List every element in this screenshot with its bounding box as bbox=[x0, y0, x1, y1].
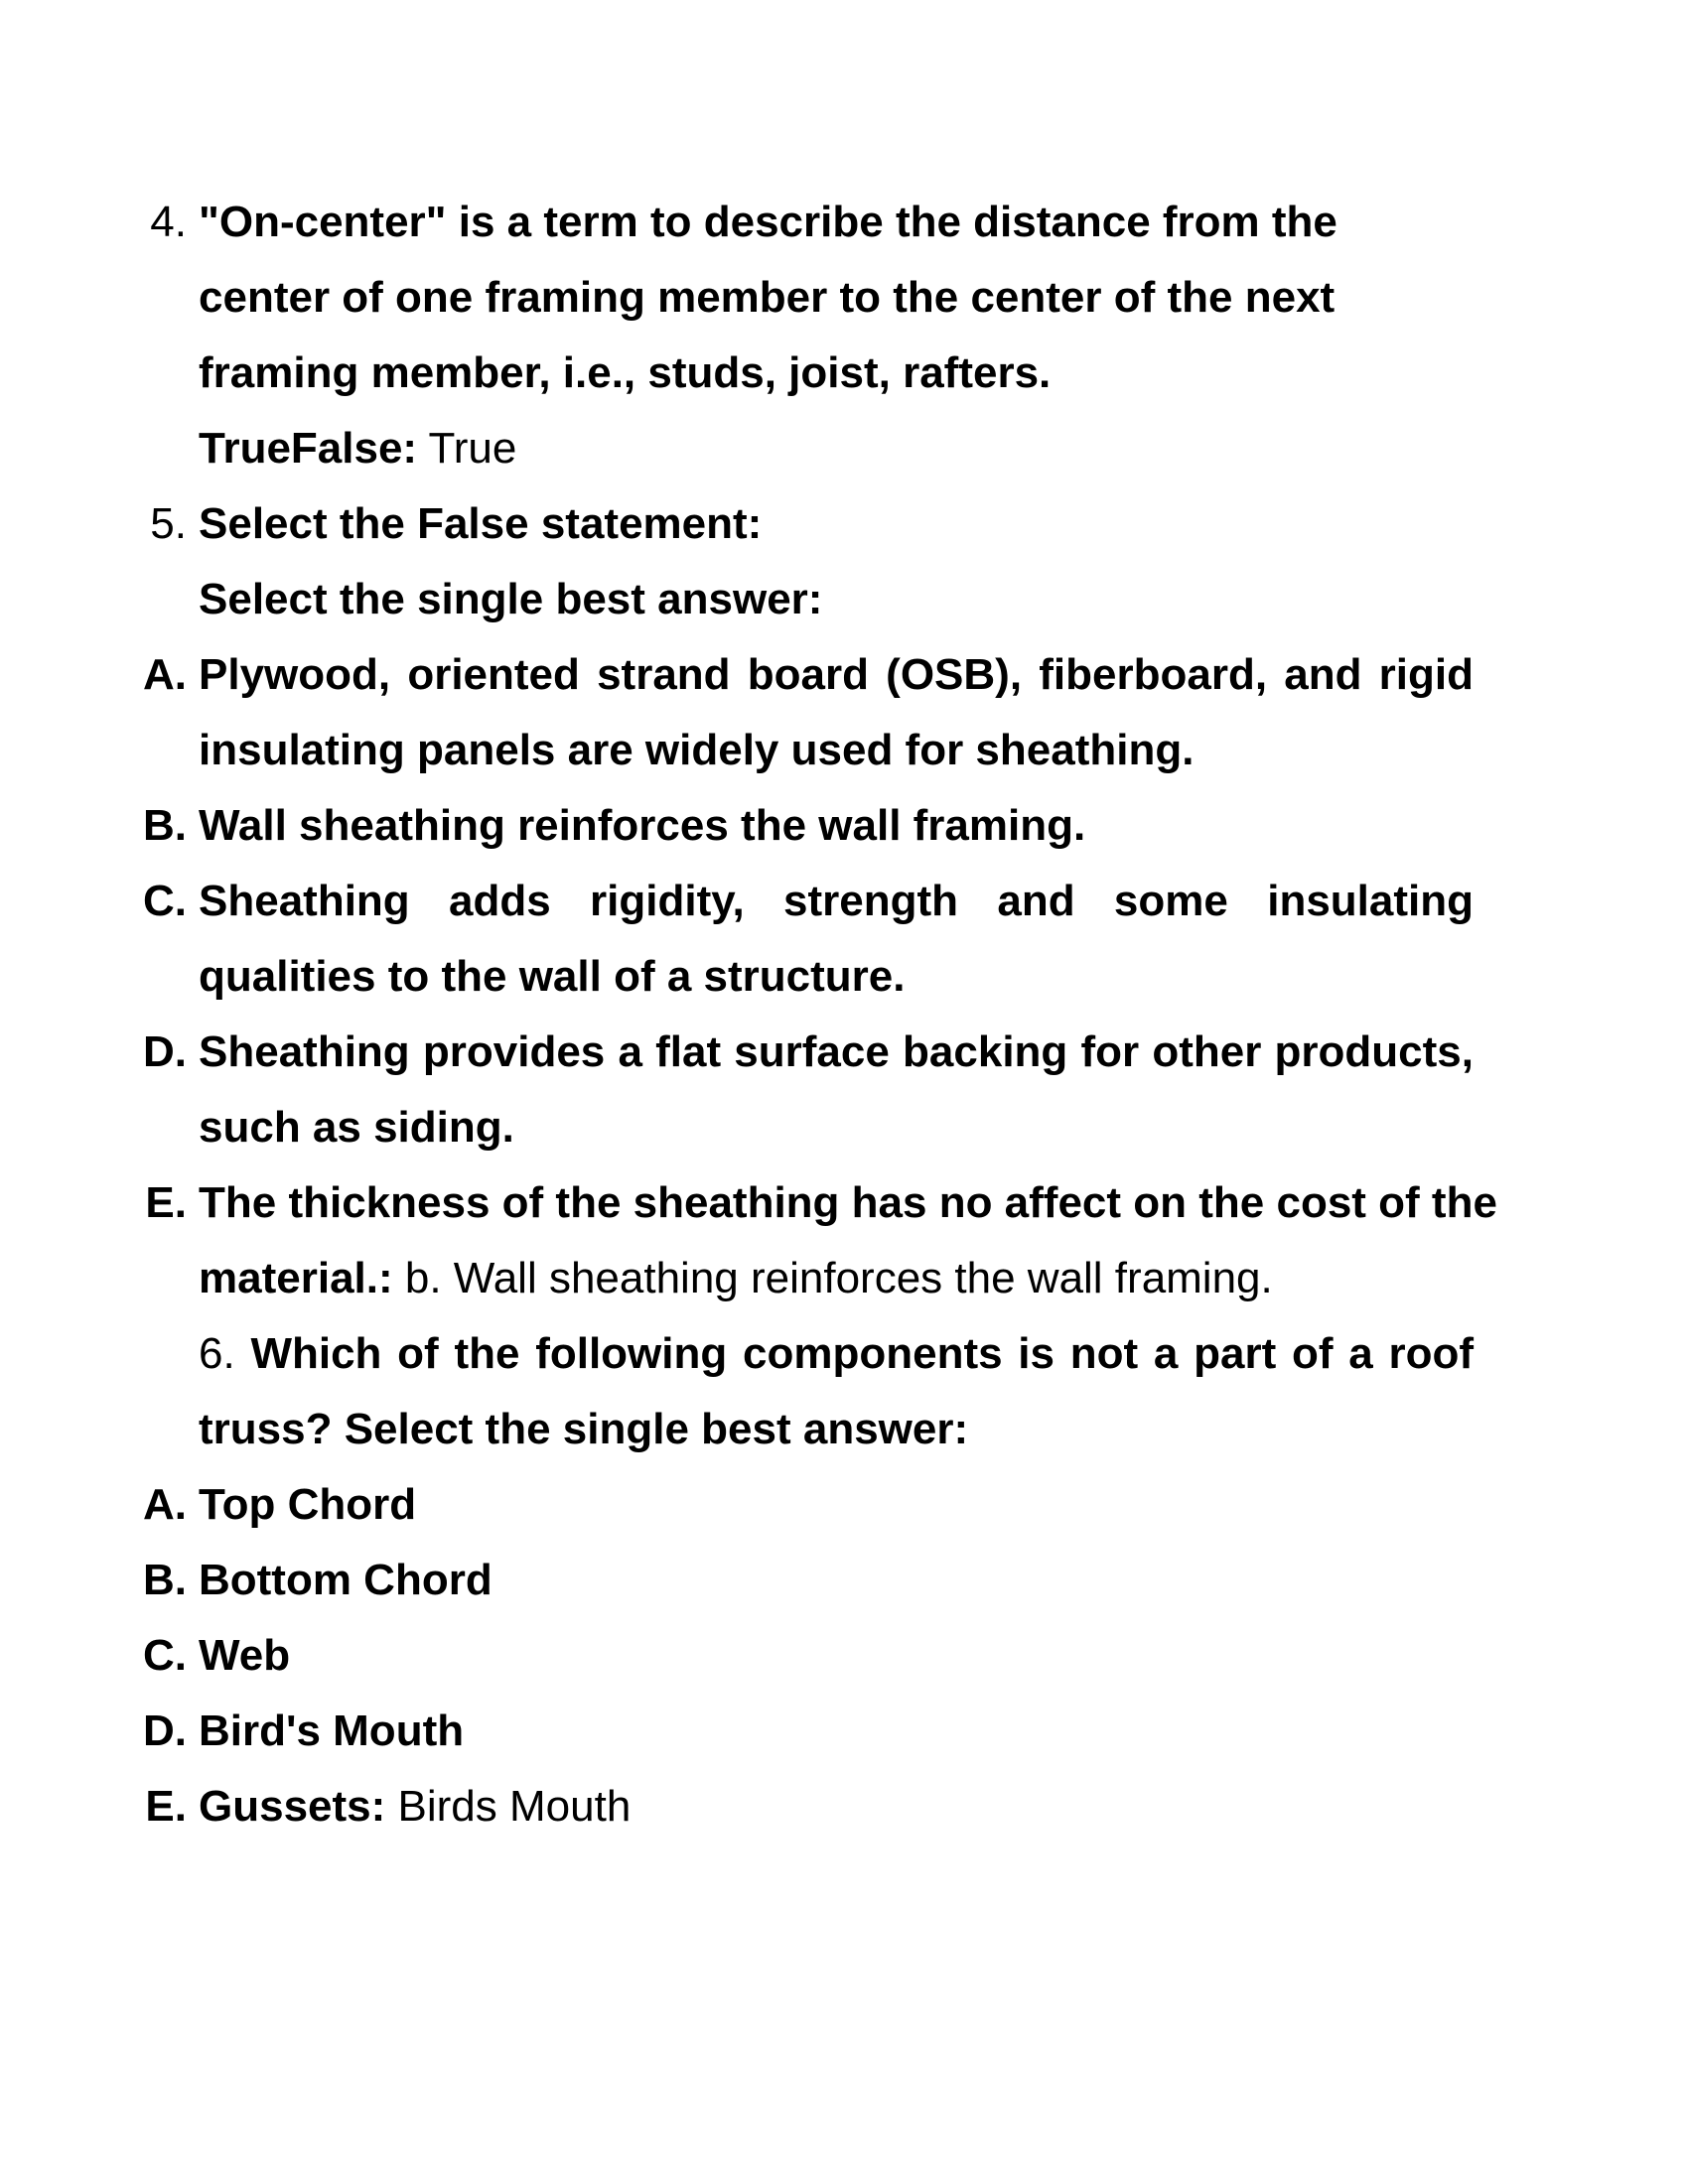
option-text: such as siding. bbox=[199, 1103, 514, 1152]
option-d-line-1 bbox=[0, 1015, 1688, 1090]
answer-value: b. Wall sheathing reinforces the wall framing. bbox=[404, 1254, 1273, 1302]
question-text: "On-center" is a term to describe the distance from the bbox=[199, 198, 1337, 246]
answer-value: True bbox=[428, 424, 517, 473]
option-e-line-1 bbox=[0, 1165, 1688, 1241]
option-text: Sheathing provides a flat surface backing for other products, bbox=[199, 1027, 1474, 1076]
option-letter: B. bbox=[143, 1556, 187, 1604]
option-text: Wall sheathing reinforces the wall framing. bbox=[199, 801, 1086, 850]
option-text: Web bbox=[199, 1631, 291, 1680]
question-number: 5. bbox=[150, 499, 187, 548]
question-5-instruction bbox=[0, 562, 1688, 637]
option-text: Sheathing adds rigidity, strength and some insulating bbox=[199, 877, 1474, 925]
option-letter: C. bbox=[143, 1631, 187, 1680]
option-letter: D. bbox=[143, 1706, 187, 1755]
option-letter: A. bbox=[143, 650, 187, 699]
question-number: 4. bbox=[150, 198, 187, 246]
option-a-line-1 bbox=[0, 637, 1688, 713]
option-c-line-2 bbox=[0, 939, 1688, 1015]
question-6-line-2 bbox=[0, 1392, 1688, 1467]
option-letter: D. bbox=[143, 1027, 187, 1076]
option-letter: E. bbox=[145, 1178, 187, 1227]
option-text: Gussets: bbox=[199, 1782, 386, 1831]
option-letter: A. bbox=[143, 1480, 187, 1529]
instruction-text: Select the single best answer: bbox=[199, 575, 823, 623]
option-text: The thickness of the sheathing has no affect on the cost of the bbox=[199, 1178, 1497, 1227]
option-letter: C. bbox=[143, 877, 187, 925]
option-c bbox=[0, 1618, 1688, 1694]
option-letter: B. bbox=[143, 801, 187, 850]
option-text: insulating panels are widely used for sheathing. bbox=[199, 726, 1195, 774]
question-text: Which of the following components is not a part of a roof bbox=[250, 1329, 1474, 1378]
option-letter: E. bbox=[145, 1782, 187, 1831]
option-b bbox=[0, 788, 1688, 864]
option-text: qualities to the wall of a structure. bbox=[199, 952, 906, 1001]
question-4-line-3 bbox=[0, 336, 1688, 411]
question-text: center of one framing member to the center of the next bbox=[199, 273, 1336, 322]
option-c-line-1 bbox=[0, 864, 1688, 939]
option-d bbox=[0, 1694, 1688, 1769]
option-text: Top Chord bbox=[199, 1480, 417, 1529]
option-a-line-2 bbox=[0, 713, 1688, 788]
option-e-answer bbox=[0, 1769, 1688, 1844]
option-text: material.: bbox=[199, 1254, 393, 1302]
question-4-line-1 bbox=[0, 185, 1688, 260]
option-text: Bottom Chord bbox=[199, 1556, 492, 1604]
option-text: Plywood, oriented strand board (OSB), fiberboard, and rigid bbox=[199, 650, 1474, 699]
question-4-answer bbox=[0, 411, 1688, 486]
question-6-line-1 bbox=[0, 1316, 1688, 1392]
option-e-line-2-answer bbox=[0, 1241, 1688, 1316]
question-4-line-2 bbox=[0, 260, 1688, 336]
question-text: framing member, i.e., studs, joist, rafters. bbox=[199, 348, 1052, 397]
answer-value: Birds Mouth bbox=[397, 1782, 632, 1831]
option-text: Bird's Mouth bbox=[199, 1706, 465, 1755]
question-number: 6. bbox=[199, 1329, 235, 1378]
answer-label: TrueFalse: bbox=[199, 424, 418, 473]
option-b bbox=[0, 1543, 1688, 1618]
option-d-line-2 bbox=[0, 1090, 1688, 1165]
question-5-prompt bbox=[0, 486, 1688, 562]
question-text: truss? Select the single best answer: bbox=[199, 1405, 969, 1453]
question-text: Select the False statement: bbox=[199, 499, 763, 548]
option-a bbox=[0, 1467, 1688, 1543]
